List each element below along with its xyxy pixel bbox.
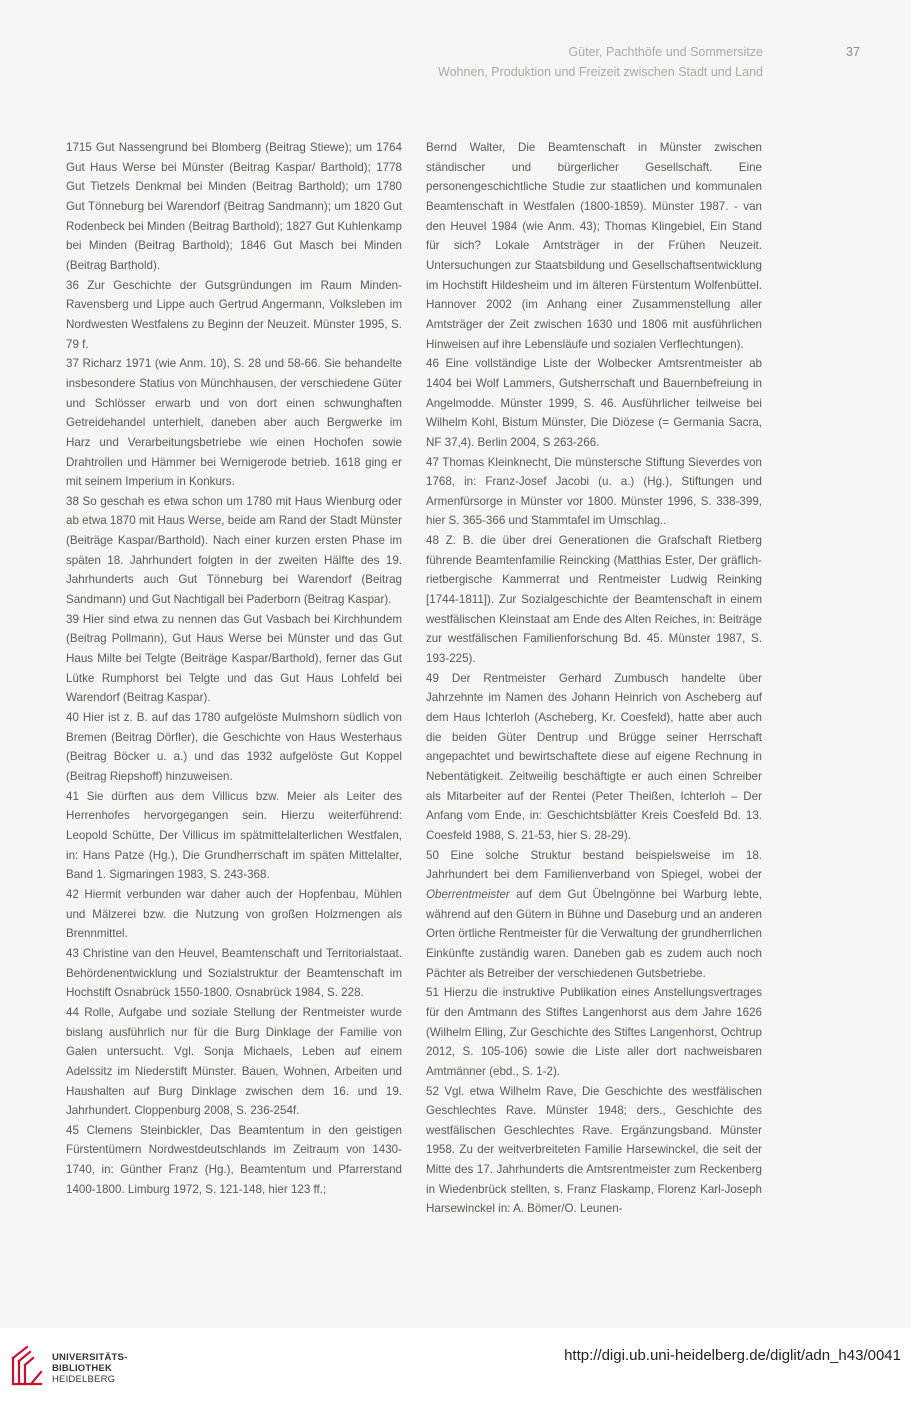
running-head-line-2: Wohnen, Produktion und Freizeit zwischen Stadt und Land bbox=[438, 65, 763, 79]
page-number: 37 bbox=[846, 45, 860, 59]
footnote-40: 40 Hier ist z. B. auf das 1780 aufgelöste Mulmshorn südlich von Bremen (Beitrag Dörfler), die Geschichte von Haus Westerhaus (Beitrag Böcker u. a.) und das 1932 aufgelöste Gut Koppel (Beitrag Riepshoff) hinzuweisen. bbox=[66, 711, 402, 783]
library-logo-text bbox=[52, 1352, 127, 1385]
footnotes-left-column bbox=[66, 138, 402, 1199]
footnote-42: 42 Hiermit verbunden war daher auch der Hopfenbau, Mühlen und Mälzerei bzw. die Nutzung von großen Holzmengen als Brennmittel. bbox=[66, 887, 402, 941]
footnote-50 bbox=[426, 846, 762, 984]
footnote-50-text-end: auf dem Gut Übelngönne bei Warburg lebte, während auf den Gütern in Bühne und Daseburg und an anderen Orten örtliche Rentmeister für die Verwaltung der grundherrlichen Einkünfte zuständig waren. Daneben gab es zudem auch noch Pächter als Betreiber der verschiedenen Gutsbetriebe. bbox=[426, 887, 762, 980]
logo-line-2: BIBLIOTHEK bbox=[52, 1363, 113, 1374]
footnote-45: 45 Clemens Steinbickler, Das Beamtentum in den geistigen Fürstentümern Nordwestdeutschlands im Zeitraum von 1430-1740, in: Günther Franz (Hg.), Beamtentum und Pfarrerstand 1400-1800. Limburg 1972, S. 121-148, hier 123 ff.; bbox=[66, 1123, 402, 1196]
ub-heidelberg-logo-icon bbox=[10, 1344, 44, 1388]
footnote-41: 41 Sie dürften aus dem Villicus bzw. Meier als Leiter des Herrenhofes hervorgegangen sein. Hierzu weiterführend: Leopold Schütte, Der Villicus im spätmittelalterlichen Westfalen, in: Hans Patze (Hg.), Die Grundherrschaft im späten Mittelalter, Band 1. Sigmaringen 1983, S. 243-368. bbox=[66, 789, 402, 882]
footnote-38: 38 So geschah es etwa schon um 1780 mit Haus Wienburg oder ab etwa 1870 mit Haus Werse, beide am Rand der Stadt Münster (Beiträge Kaspar/Barthold). Nach einer kurzen ersten Phase im späten 18. Jahrhundert folgten in der zweiten Hälfte des 19. Jahrhunderts auch Gut Tönneburg bei Warendorf (Beitrag Sandmann) und Gut Nachtigall bei Paderborn (Beitrag Kaspar). bbox=[66, 494, 402, 607]
footnote-39: 39 Hier sind etwa zu nennen das Gut Vasbach bei Kirchhundem (Beitrag Pollmann), Gut Haus Werse bei Münster und das Gut Haus Milte bei Telgte (Beiträge Kaspar/Barthold), ferner das Gut Lütke Rumphorst bei Telgte und das Gut Haus Lohfeld bei Warendorf (Beitrag Kaspar). bbox=[66, 612, 402, 705]
running-head bbox=[438, 42, 763, 82]
running-head-line-1: Güter, Pachthöfe und Sommersitze bbox=[568, 45, 763, 59]
logo-line-3: HEIDELBERG bbox=[52, 1374, 116, 1385]
footnote-36: 36 Zur Geschichte der Gutsgründungen im Raum Minden-Ravensberg und Lippe auch Gertrud Angermann, Volksleben im Nordwesten Westfalens zu Beginn der Neuzeit. Münster 1995, S. 79 f. bbox=[66, 278, 402, 351]
permalink-url[interactable]: http://digi.ub.uni-heidelberg.de/diglit/adn_h43/0041 bbox=[564, 1347, 901, 1364]
logo-line-1: UNIVERSITÄTS- bbox=[52, 1352, 128, 1363]
footnote-51: 51 Hierzu die instruktive Publikation eines Anstellungsvertrages für den Amtmann des Stiftes Langenhorst aus dem Jahre 1626 (Wilhelm Elling, Zur Geschichte des Stiftes Langenhorst, Ochtrup 2012, S. 105-106) sowie die Liste aller dort nachweisbaren Amtmänner (ebd., S. 1-2). bbox=[426, 986, 762, 1078]
footnote-47: 47 Thomas Kleinknecht, Die münstersche Stiftung Sieverdes von 1768, in: Franz-Josef Jacobi (u. a.) (Hg.), Stiftungen und Armenfürsorge in Münster vor 1800. Münster 1996, S. 338-399, hier S. 365-366 und Stammtafel im Umschlag.. bbox=[426, 455, 762, 528]
footnote-49: 49 Der Rentmeister Gerhard Zumbusch handelte über Jahrzehnte im Namen des Johann Heinrich von Ascheberg auf dem Haus Ichterloh (Ascheberg, Kr. Coesfeld), hatte aber auch die beiden Güter Dentrup und Brügge seiner Herrschaft angepachtet und bewirtschaftete diese auf eigene Rechnung in Nebentätigkeit. Zeitweilig beschäftigte er auch einen Schreiber als Mitarbeiter auf der Rentei (Peter Theißen, Ichterloh – Der Anfang vom Ende, in: Geschichtsblätter Kreis Coesfeld Bd. 13. Coesfeld 1988, S. 21-53, hier S. 28-29). bbox=[426, 671, 762, 842]
footnote-50-text-start: 50 Eine solche Struktur bestand beispielsweise im 18. Jahrhundert bei dem Familienverband von Spiegel, wobei der bbox=[426, 848, 762, 882]
footnote-52: 52 Vgl. etwa Wilhelm Rave, Die Geschichte des westfälischen Geschlechtes Rave. Münster 1948; ders., Geschichte des westfälischen Geschlechtes Rave. Ergänzungsband. Münster 1958. Zu der weitverbreiteten Familie Harsewinckel, die seit der Mitte des 17. Jahrhunderts die Amtsrentmeister zum Reckenberg in Wiedenbrück stellten, s. Franz Flaskamp, Florenz Karl-Joseph Harsewinckel in: A. Bömer/O. Leunen- bbox=[426, 1084, 762, 1216]
footnote-44: 44 Rolle, Aufgabe und soziale Stellung der Rentmeister wurde bislang ausführlich nur für die Burg Dinklage der Familie von Galen untersucht. Vgl. Sonja Michaels, Leben auf einem Adelssitz im Niederstift Münster. Bauen, Wohnen, Arbeiten und Haushalten auf Burg Dinklage zwischen dem 16. und 19. Jahrhundert. Cloppenburg 2008, S. 236-254f. bbox=[66, 1005, 402, 1118]
footnote-48: 48 Z. B. die über drei Generationen die Grafschaft Rietberg führende Beamtenfamilie Reincking (Matthias Ester, Der gräflich-rietbergische Kammerrat und Rentmeister Ludwig Reinking [1744-1811]). Zur Sozialgeschichte der Beamtenschaft in einem westfälischen Kleinstaat am Ende des Alten Reiches, in: Beiträge zur westfälischen Familienforschung Bd. 45. Münster 1987, S. 193-225). bbox=[426, 534, 762, 666]
footnote-paragraph: 1715 Gut Nassengrund bei Blomberg (Beitrag Stiewe); um 1764 Gut Haus Werse bei Münster (Beitrag Kaspar/ Barthold); 1778 Gut Tietzels Denkmal bei Minden (Beitrag Barthold); um 1780 Gut Tönneburg bei Warendorf (Beitrag Sandmann); um 1820 Gut Rodenbeck bei Minden (Beitrag Barthold); 1827 Gut Kuhlenkamp bei Minden (Beitrag Barthold); 1846 Gut Masch bei Minden (Beitrag Barthold). bbox=[66, 141, 402, 272]
footnote-46: 46 Eine vollständige Liste der Wolbecker Amtsrentmeister ab 1404 bei Wolf Lammers, Gutsherrschaft und Bauernbefreiung in Angelmodde. Münster 1999, S. 46. Ausführlicher teilweise bei Wilhelm Kohl, Bistum Münster, Die Diözese (= Germania Sacra, NF 37,4). Berlin 2004, S 263-266. bbox=[426, 357, 762, 449]
footnotes-right-column bbox=[426, 138, 762, 1219]
footnote-37: 37 Richarz 1971 (wie Anm. 10), S. 28 und 58-66. Sie behandelte insbesondere Statius von Münchhausen, der verschiedene Güter und Schlösser erwarb und von dort einen schwunghaften Getreidehandel unterhielt, daneben aber auch Bergwerke im Harz und Verarbeitungsbetriebe wie einen Hochofen sowie Drahtrollen und Hämmer bei Wernigerode betrieb. 1618 ging er mit seinem Imperium in Konkurs. bbox=[66, 357, 402, 489]
footnote-45-continued: Bernd Walter, Die Beamtenschaft in Münster zwischen ständischer und bürgerlicher Gesellschaft. Eine personengeschichtliche Studie zur staatlichen und kommunalen Beamtenschaft in Westfalen (1800-1859). Münster 1987. - van den Heuvel 1984 (wie Anm. 43); Thomas Klingebiel, Ein Stand für sich? Lokale Amtsträger in der Frühen Neuzeit. Untersuchungen zur Staatsbildung und Gesellschaftsentwicklung im Hochstift Hildesheim und im älteren Fürstentum Wolfenbüttel. Hannover 2002 (im Anhang einer Zusammenstellung aller Amtsträger der Zeit zwischen 1630 und 1806 mit ausführlichen Hinweisen auf ihre Lebensläufe und sozialen Verflechtungen). bbox=[426, 141, 762, 351]
footnote-43: 43 Christine van den Heuvel, Beamtenschaft und Territorialstaat. Behördenentwicklung und Sozialstruktur der Beamtenschaft im Hochstift Osnabrück 1550-1800. Osnabrück 1984, S. 228. bbox=[66, 946, 402, 1000]
digital-library-footer bbox=[0, 1328, 911, 1402]
footnote-50-italic-term: Oberrentmeister bbox=[426, 887, 510, 901]
